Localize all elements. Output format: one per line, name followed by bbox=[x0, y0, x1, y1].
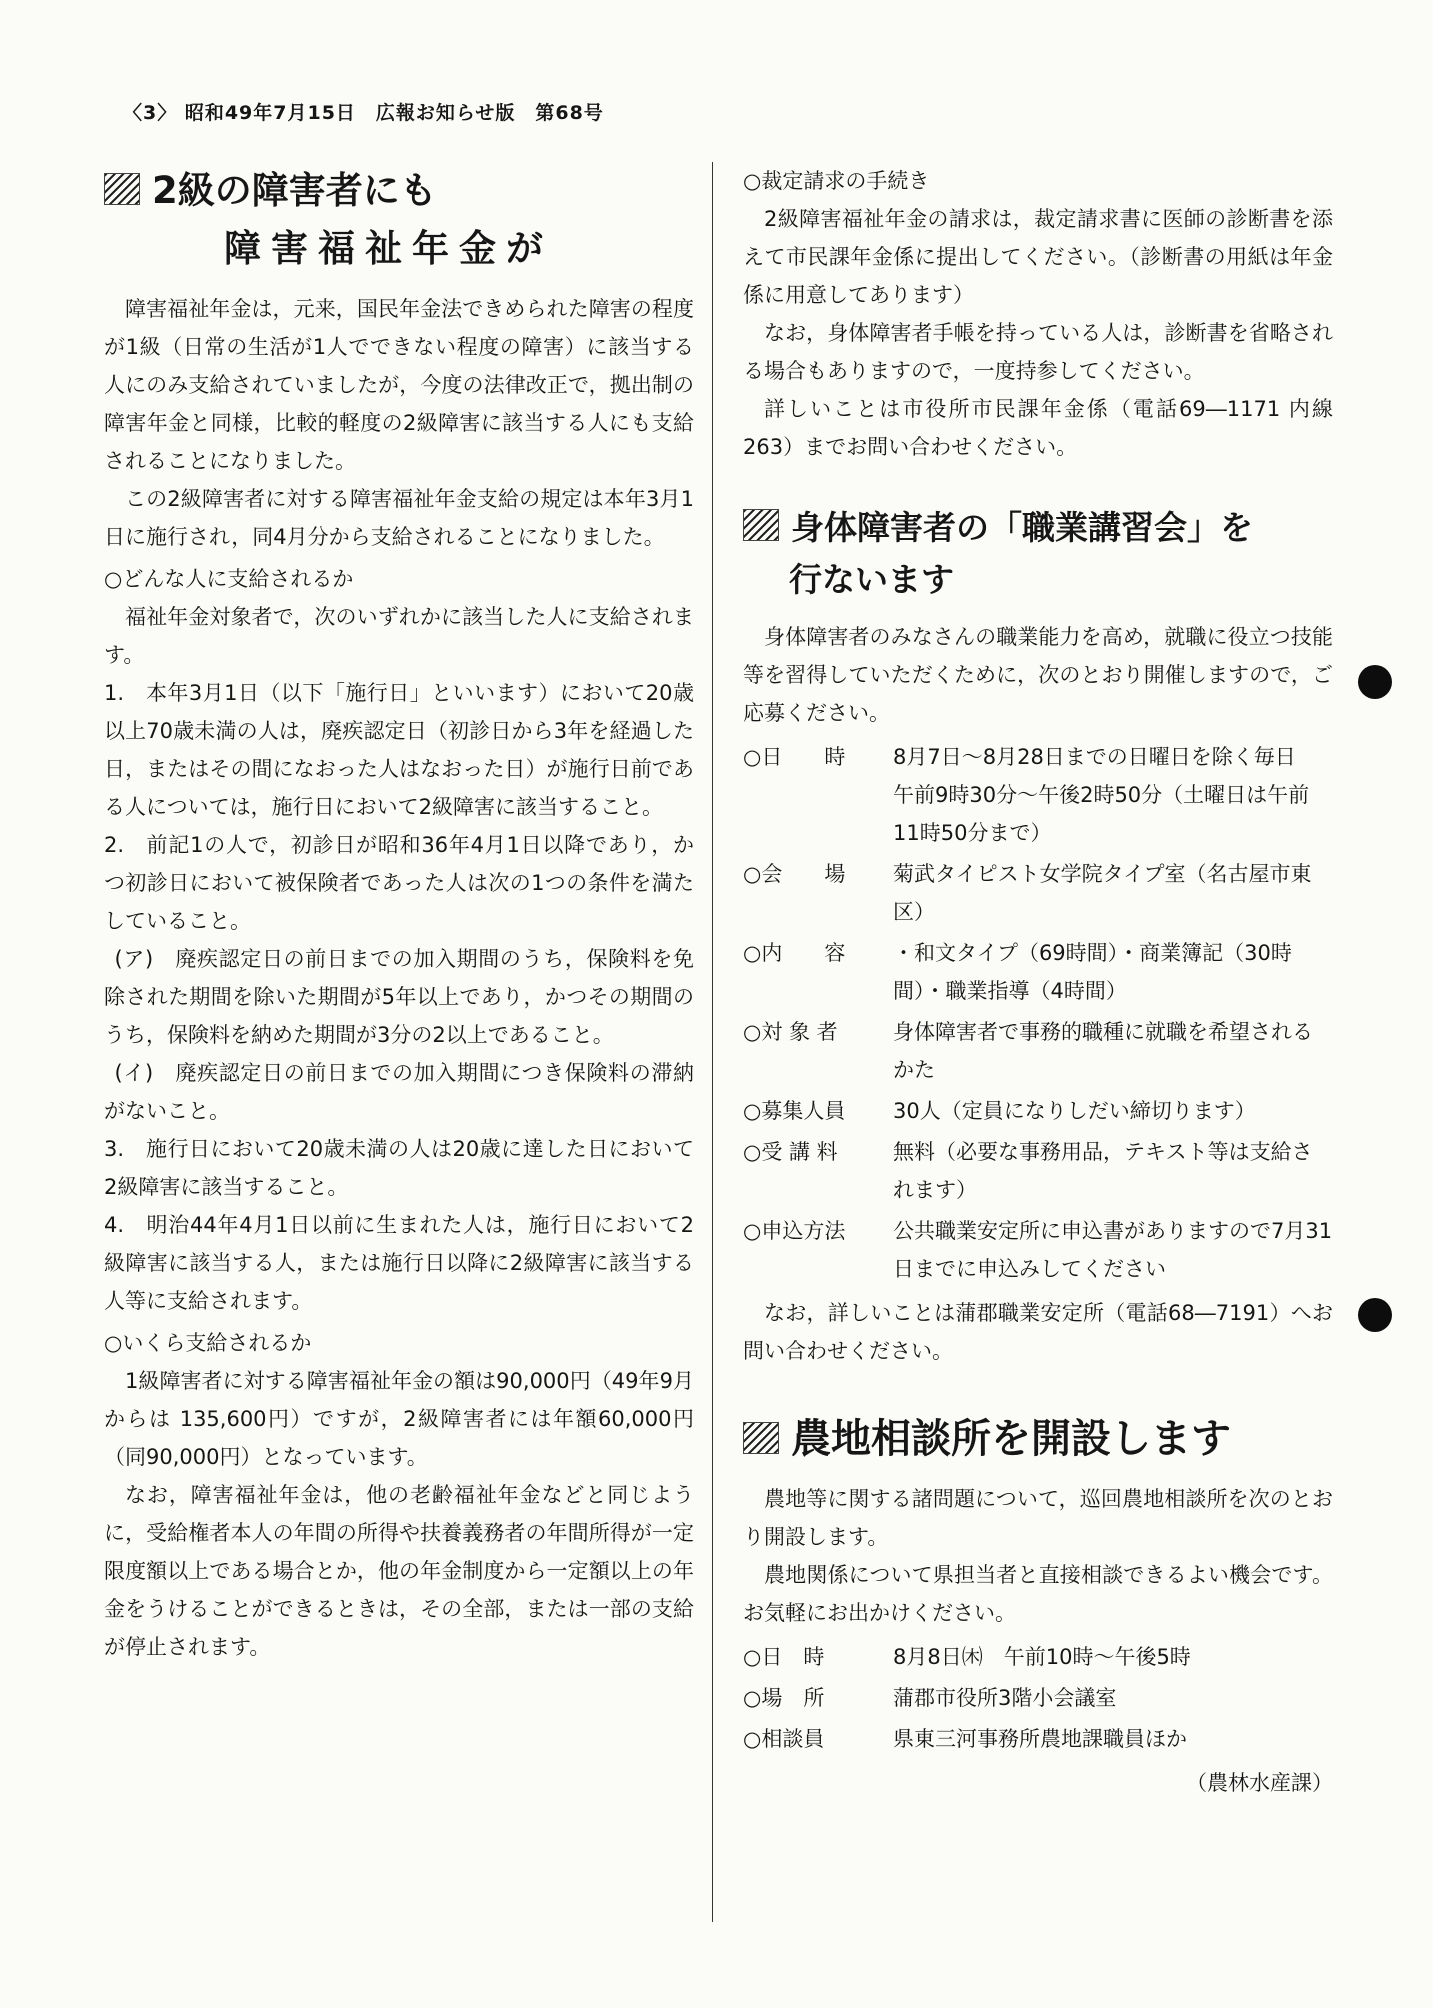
detail-label: ○受 講 料 bbox=[743, 1140, 838, 1164]
title-line-1: 2級の障害者にも bbox=[152, 169, 437, 212]
farmland-details bbox=[743, 1638, 1333, 1758]
detail-value: ・和文タイプ（69時間）・商業簿記（30時間）・職業指導（4時間） bbox=[893, 941, 1292, 1003]
department-signature: （農林水産課） bbox=[1186, 1771, 1333, 1795]
list-item: 1. 本年3月1日（以下「施行日」といいます）において20歳以上70歳未満の人は，廃疾認定日（初診日から3年を経過した日，またはその間になおった人はなおった日）が施行日前である人については，施行日において2級障害に該当すること。 bbox=[104, 681, 694, 819]
list-item: 2. 前記1の人で，初診日が昭和36年4月1日以降であり，かつ初診日において被保険者であった人は次の1つの条件を満たしていること。 bbox=[104, 833, 694, 933]
ink-blot bbox=[1358, 1298, 1392, 1332]
detail-value: 菊武タイピスト女学院タイプ室（名古屋市東区） bbox=[893, 862, 1312, 924]
page-header: 〈3〉 昭和49年7月15日 広報お知らせ版 第68号 bbox=[123, 102, 604, 124]
detail-value: 無料（必要な事務用品，テキスト等は支給されます） bbox=[893, 1140, 1313, 1202]
hatch-bullet-icon bbox=[743, 509, 779, 541]
paragraph: 農地等に関する諸問題について，巡回農地相談所を次のとおり開設します。 bbox=[743, 1487, 1333, 1549]
detail-label: ○募集人員 bbox=[743, 1099, 846, 1123]
detail-label: ○内 容 bbox=[743, 941, 846, 965]
paragraph: なお，障害福祉年金は，他の老齢福祉年金などと同じように，受給権者本人の年間の所得や扶養義務者の年間所得が一定限度額以上である場合とか，他の年金制度から一定額以上の年金をうけることができるときは，その全部，または一部の支給が停止されます。 bbox=[104, 1483, 694, 1659]
detail-value: 公共職業安定所に申込書がありますので7月31日までに申込みしてください bbox=[893, 1219, 1333, 1281]
detail-label: ○日 時 bbox=[743, 1645, 825, 1669]
list-subitem: (イ) 廃疾認定日の前日までの加入期間につき保険料の滞納がないこと。 bbox=[104, 1061, 694, 1123]
detail-row bbox=[743, 934, 1333, 1010]
paragraph: 1級障害者に対する障害福祉年金の額は90,000円（49年9月からは 135,600円）ですが，2級障害者には年額60,000円（同90,000円）となっています。 bbox=[104, 1369, 694, 1469]
paragraph: 農地関係について県担当者と直接相談できるよい機会です。お気軽にお出かけください。 bbox=[743, 1563, 1333, 1625]
training-details bbox=[743, 738, 1333, 1288]
paragraph: 2級障害福祉年金の請求は，裁定請求書に医師の診断書を添えて市民課年金係に提出してください。（診断書の用紙は年金係に用意してあります） bbox=[743, 207, 1333, 307]
column-divider bbox=[712, 162, 713, 1922]
detail-value: 8月8日㈭ 午前10時～午後5時 bbox=[893, 1645, 1191, 1669]
detail-row bbox=[743, 1720, 1333, 1758]
detail-row bbox=[743, 1013, 1333, 1089]
title-line-1: 身体障害者の「職業講習会」を bbox=[791, 508, 1253, 547]
list-subitem: (ア) 廃疾認定日の前日までの加入期間のうち，保険料を免除された期間を除いた期間が5年以上であり，かつその期間のうち，保険料を納めた期間が3分の2以上であること。 bbox=[104, 947, 694, 1047]
detail-row bbox=[743, 1133, 1333, 1209]
detail-value: 蒲郡市役所3階小会議室 bbox=[893, 1686, 1117, 1710]
paragraph: この2級障害者に対する障害福祉年金支給の規定は本年3月1日に施行され，同4月分から支給されることになりました。 bbox=[104, 487, 694, 549]
detail-value: 県東三河事務所農地課職員ほか bbox=[893, 1727, 1187, 1751]
detail-value: 30人（定員になりしだい締切ります） bbox=[893, 1099, 1256, 1123]
detail-row bbox=[743, 738, 1333, 852]
section-heading: ○いくら支給されるか bbox=[104, 1331, 312, 1355]
section-heading: ○どんな人に支給されるか bbox=[104, 567, 354, 591]
left-column bbox=[104, 162, 694, 1666]
article-title-pension bbox=[104, 162, 694, 278]
detail-label: ○対 象 者 bbox=[743, 1020, 838, 1044]
ink-blot bbox=[1358, 665, 1392, 699]
paragraph: 福祉年金対象者で，次のいずれかに該当した人に支給されます。 bbox=[104, 605, 694, 667]
paragraph: 障害福祉年金は，元来，国民年金法できめられた障害の程度が1級（日常の生活が1人でできない程度の障害）に該当する人にのみ支給されていましたが，今度の法律改正で，拠出制の障害年金と同様，比較的軽度の2級障害に該当する人にも支給されることになりました。 bbox=[104, 297, 694, 473]
article-title-training bbox=[743, 502, 1333, 606]
paragraph: なお，身体障害者手帳を持っている人は，診断書を省略される場合もありますので，一度持参してください。 bbox=[743, 321, 1333, 383]
detail-row bbox=[743, 855, 1333, 931]
detail-row bbox=[743, 1679, 1333, 1717]
hatch-bullet-icon bbox=[104, 173, 140, 205]
title-line-2: 障害福祉年金が bbox=[224, 227, 553, 270]
paragraph: 身体障害者のみなさんの職業能力を高め，就職に役立つ技能等を習得していただくために，次のとおり開催しますので，ご応募ください。 bbox=[743, 625, 1333, 725]
title-line-2: 行ないます bbox=[789, 560, 954, 599]
detail-label: ○申込方法 bbox=[743, 1219, 846, 1243]
title-line-1: 農地相談所を開設します bbox=[791, 1416, 1231, 1462]
detail-label: ○会 場 bbox=[743, 862, 846, 886]
section-heading: ○裁定請求の手続き bbox=[743, 169, 930, 193]
list-item: 3. 施行日において20歳未満の人は20歳に達した日において2級障害に該当すること。 bbox=[104, 1137, 694, 1199]
list-item: 4. 明治44年4月1日以前に生まれた人は，施行日において2級障害に該当する人，または施行日以降に2級障害に該当する人等に支給されます。 bbox=[104, 1213, 694, 1313]
right-column bbox=[743, 162, 1333, 1802]
detail-value: 身体障害者で事務的職種に就職を希望されるかた bbox=[893, 1020, 1313, 1082]
detail-value: 8月7日～8月28日までの日曜日を除く毎日 午前9時30分～午後2時50分（土曜日は午前11時50分まで） bbox=[893, 745, 1317, 845]
article-title-farmland bbox=[743, 1410, 1333, 1468]
hatch-bullet-icon bbox=[743, 1422, 779, 1454]
detail-row bbox=[743, 1638, 1333, 1676]
detail-row bbox=[743, 1212, 1333, 1288]
paragraph: なお，詳しいことは蒲郡職業安定所（電話68―7191）へお問い合わせください。 bbox=[743, 1301, 1333, 1363]
detail-label: ○日 時 bbox=[743, 745, 846, 769]
detail-label: ○場 所 bbox=[743, 1686, 825, 1710]
paragraph: 詳しいことは市役所市民課年金係（電話69―1171 内線 263）までお問い合わせください。 bbox=[743, 397, 1333, 459]
detail-row bbox=[743, 1092, 1333, 1130]
detail-label: ○相談員 bbox=[743, 1727, 825, 1751]
